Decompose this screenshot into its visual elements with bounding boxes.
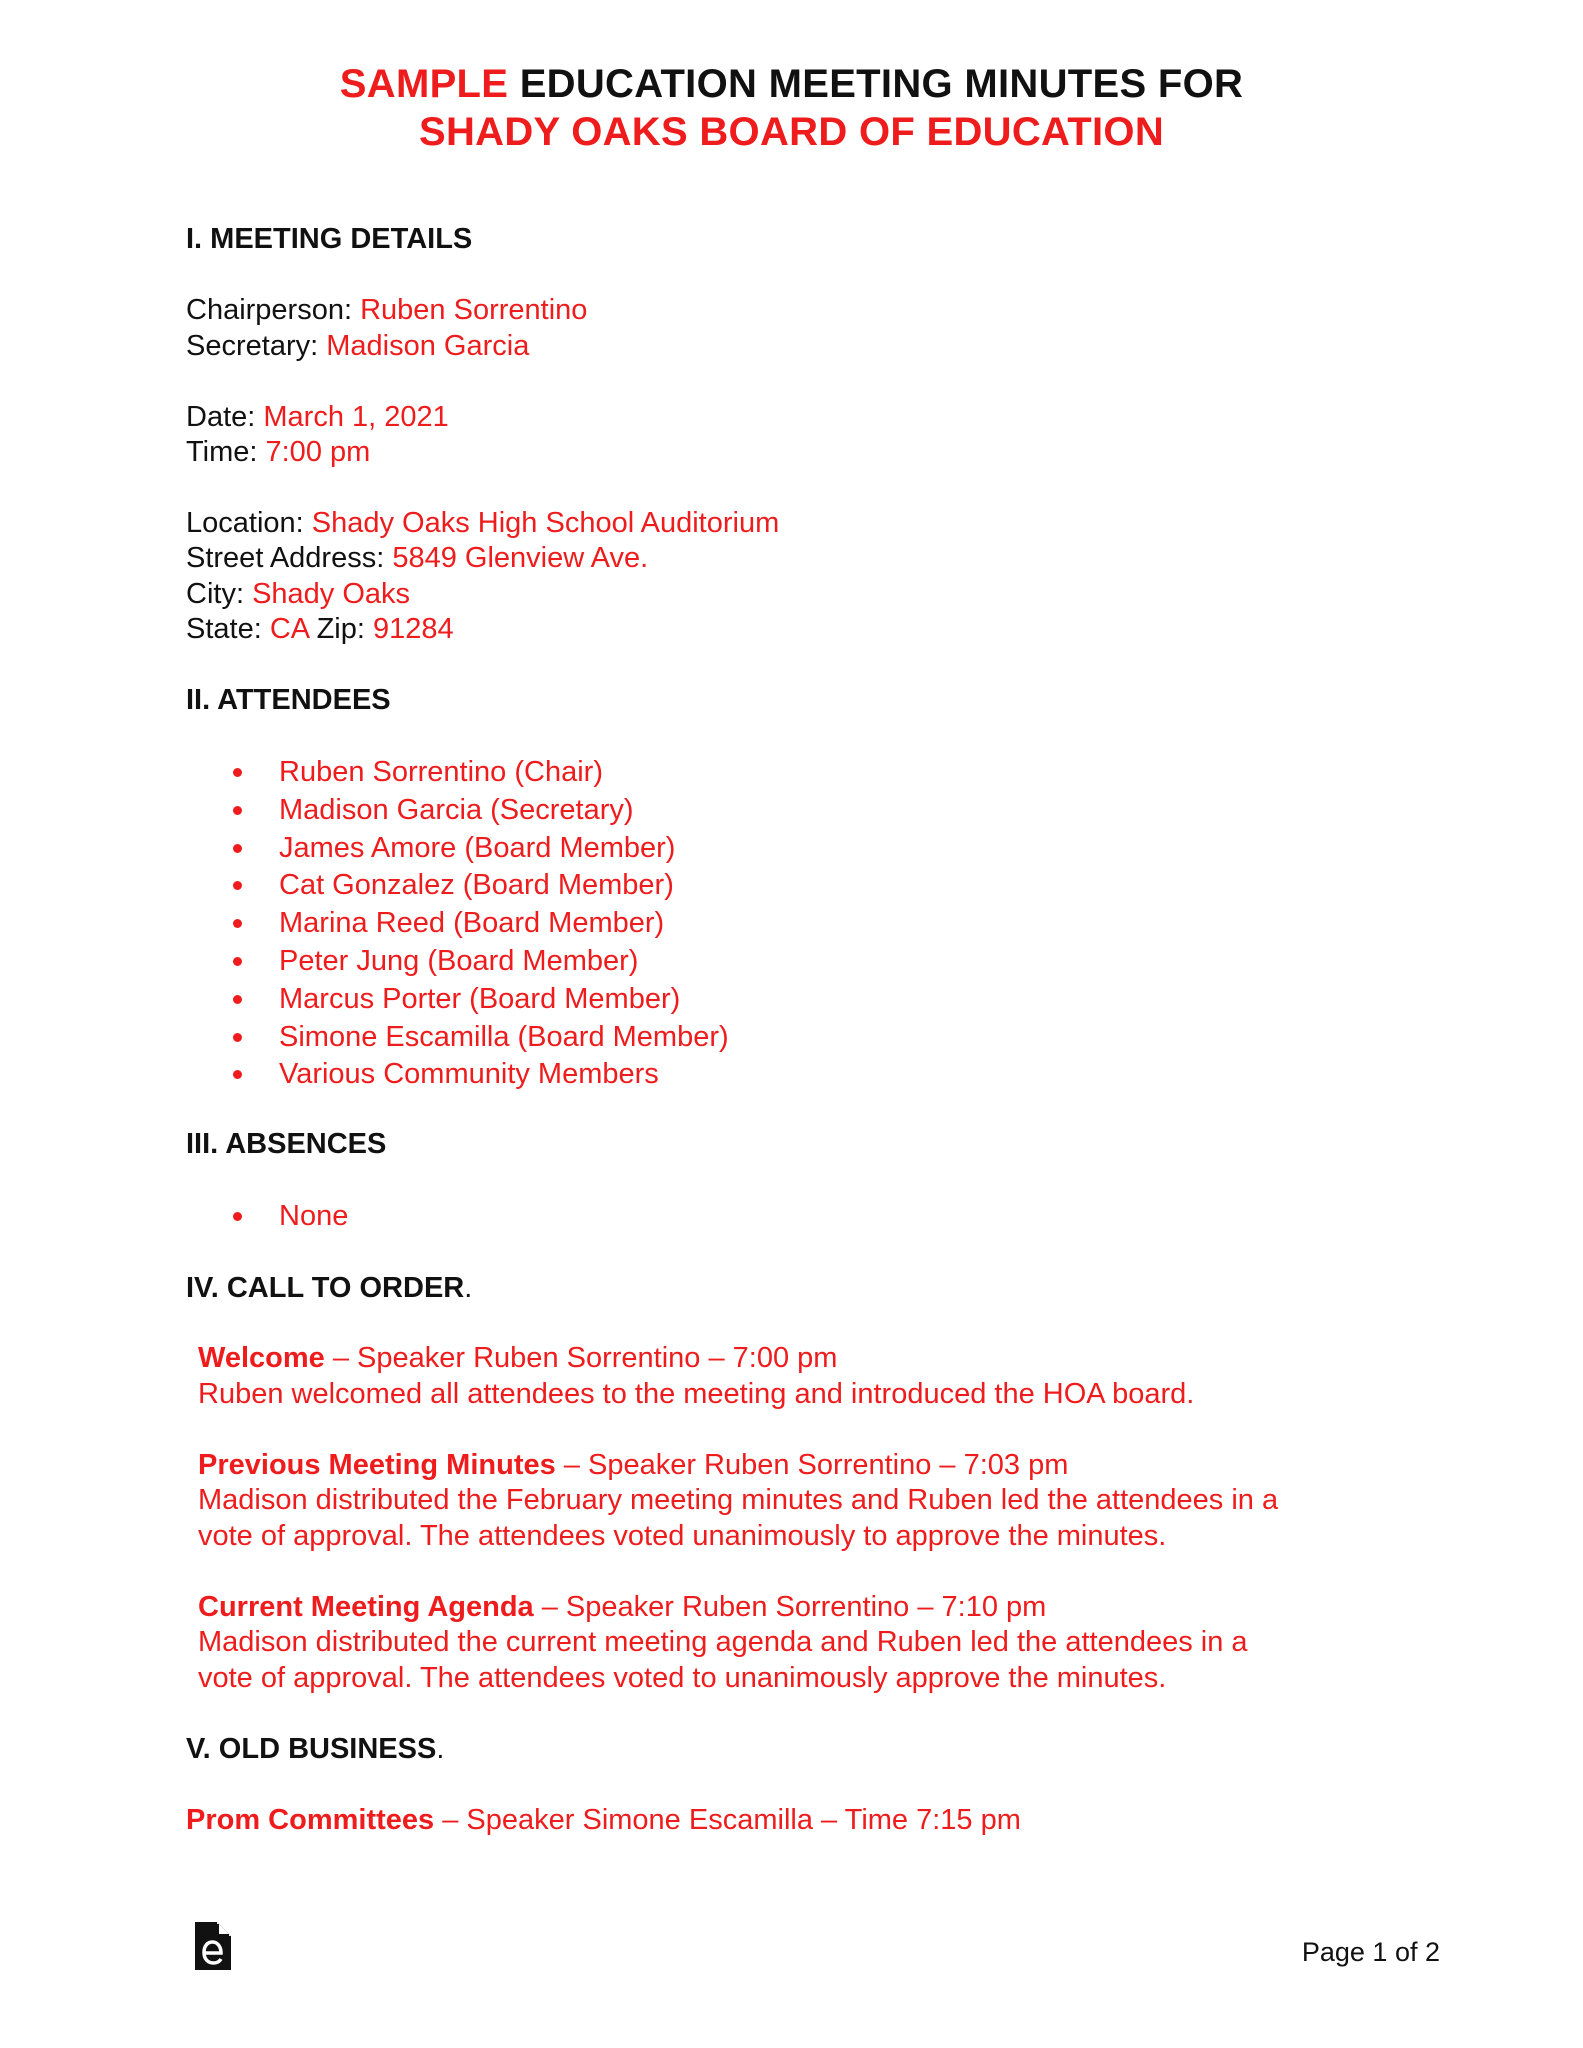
attendee-name: Cat Gonzalez (Board Member) bbox=[279, 869, 674, 902]
bullet-icon bbox=[233, 1070, 242, 1079]
agenda-item-body: Madison distributed the current meeting agenda and Ruben led the attendees in a bbox=[198, 1626, 1248, 1658]
bullet-icon bbox=[233, 1212, 242, 1221]
time-line bbox=[186, 434, 370, 470]
agenda-item-meta: – Speaker Ruben Sorrentino – 7:10 pm bbox=[533, 1591, 1047, 1623]
attendee-name: Madison Garcia (Secretary) bbox=[279, 793, 634, 826]
agenda-item-body: vote of approval. The attendees voted to unanimously approve the minutes. bbox=[198, 1662, 1167, 1694]
date-label: Date: bbox=[186, 401, 256, 433]
bullet-icon bbox=[233, 995, 242, 1004]
title-line-1-rest: EDUCATION MEETING MINUTES FOR bbox=[519, 62, 1244, 106]
attendee-name: Ruben Sorrentino (Chair) bbox=[279, 756, 603, 788]
agenda-item-heading bbox=[186, 1802, 1021, 1838]
bullet-icon bbox=[233, 1033, 242, 1042]
agenda-item-title: Prom Committees bbox=[186, 1804, 435, 1836]
time-value: 7:00 pm bbox=[265, 436, 371, 468]
chairperson-line bbox=[186, 292, 587, 328]
bullet-icon bbox=[233, 957, 242, 966]
call-to-order-title: IV. CALL TO ORDER bbox=[186, 1272, 465, 1304]
page-number: Page 1 of 2 bbox=[1301, 1937, 1440, 1967]
attendee-name: Various Community Members bbox=[279, 1058, 659, 1091]
section-heading-absences: III. ABSENCES bbox=[186, 1128, 387, 1160]
agenda-item-meta: – Speaker Simone Escamilla – Time 7:15 pm bbox=[434, 1804, 1021, 1836]
agenda-item-meta: – Speaker Ruben Sorrentino – 7:03 pm bbox=[555, 1449, 1069, 1481]
agenda-item-meta: – Speaker Ruben Sorrentino – 7:00 pm bbox=[324, 1342, 838, 1374]
zip-label: Zip: bbox=[316, 613, 365, 645]
section-heading-attendees: II. ATTENDEES bbox=[186, 684, 391, 716]
city-line bbox=[186, 576, 410, 612]
street-address-line bbox=[186, 540, 648, 576]
chairperson-label: Chairperson: bbox=[186, 294, 353, 326]
secretary-line bbox=[186, 328, 529, 364]
zip-value: 91284 bbox=[373, 613, 454, 645]
state-zip-line bbox=[186, 611, 454, 647]
agenda-item-heading bbox=[198, 1589, 1046, 1625]
agenda-item-body: Ruben welcomed all attendees to the meeting and introduced the HOA board. bbox=[198, 1378, 1195, 1410]
call-to-order-punct: . bbox=[464, 1272, 473, 1304]
section-heading-old-business bbox=[186, 1731, 444, 1767]
bullet-icon bbox=[233, 881, 242, 890]
old-business-title: V. OLD BUSINESS bbox=[186, 1733, 437, 1765]
attendee-name: Marcus Porter (Board Member) bbox=[279, 982, 681, 1015]
document-title-line-1 bbox=[0, 60, 1583, 108]
location-line bbox=[186, 505, 779, 541]
attendee-name: James Amore (Board Member) bbox=[279, 831, 676, 864]
state-label: State: bbox=[186, 613, 262, 645]
bullet-icon bbox=[233, 806, 242, 815]
street-address-value: 5849 Glenview Ave. bbox=[392, 542, 649, 574]
attendee-name: Peter Jung (Board Member) bbox=[279, 944, 639, 977]
state-value: CA bbox=[269, 613, 309, 645]
date-line bbox=[186, 399, 449, 435]
title-sample-word: SAMPLE bbox=[339, 62, 509, 106]
bullet-icon bbox=[233, 768, 242, 777]
agenda-item-heading bbox=[198, 1340, 837, 1376]
agenda-item-body: vote of approval. The attendees voted unanimously to approve the minutes. bbox=[198, 1520, 1167, 1552]
agenda-item-title: Current Meeting Agenda bbox=[198, 1591, 534, 1623]
city-label: City: bbox=[186, 578, 244, 610]
section-heading-meeting-details: I. MEETING DETAILS bbox=[186, 223, 473, 255]
chairperson-value: Ruben Sorrentino bbox=[360, 294, 588, 326]
section-heading-call-to-order bbox=[186, 1270, 472, 1306]
bullet-icon bbox=[233, 919, 242, 928]
agenda-item-body: Madison distributed the February meeting minutes and Ruben led the attendees in a bbox=[198, 1484, 1279, 1516]
document-title-line-2: SHADY OAKS BOARD OF EDUCATION bbox=[418, 110, 1165, 154]
agenda-item-heading bbox=[198, 1447, 1068, 1483]
old-business-punct: . bbox=[436, 1733, 445, 1765]
attendee-name: Marina Reed (Board Member) bbox=[279, 907, 665, 940]
agenda-item-title: Welcome bbox=[198, 1342, 325, 1374]
location-value: Shady Oaks High School Auditorium bbox=[311, 507, 780, 539]
date-value: March 1, 2021 bbox=[263, 401, 449, 433]
attendee-name: Simone Escamilla (Board Member) bbox=[279, 1020, 729, 1053]
secretary-label: Secretary: bbox=[186, 330, 319, 362]
location-label: Location: bbox=[186, 507, 304, 539]
city-value: Shady Oaks bbox=[252, 578, 411, 610]
absence-name: None bbox=[279, 1200, 349, 1232]
secretary-value: Madison Garcia bbox=[326, 330, 530, 362]
bullet-icon bbox=[233, 844, 242, 853]
street-address-label: Street Address: bbox=[186, 542, 385, 574]
time-label: Time: bbox=[186, 436, 258, 468]
agenda-item-title: Previous Meeting Minutes bbox=[198, 1449, 556, 1481]
document-e-icon bbox=[195, 1922, 231, 1970]
